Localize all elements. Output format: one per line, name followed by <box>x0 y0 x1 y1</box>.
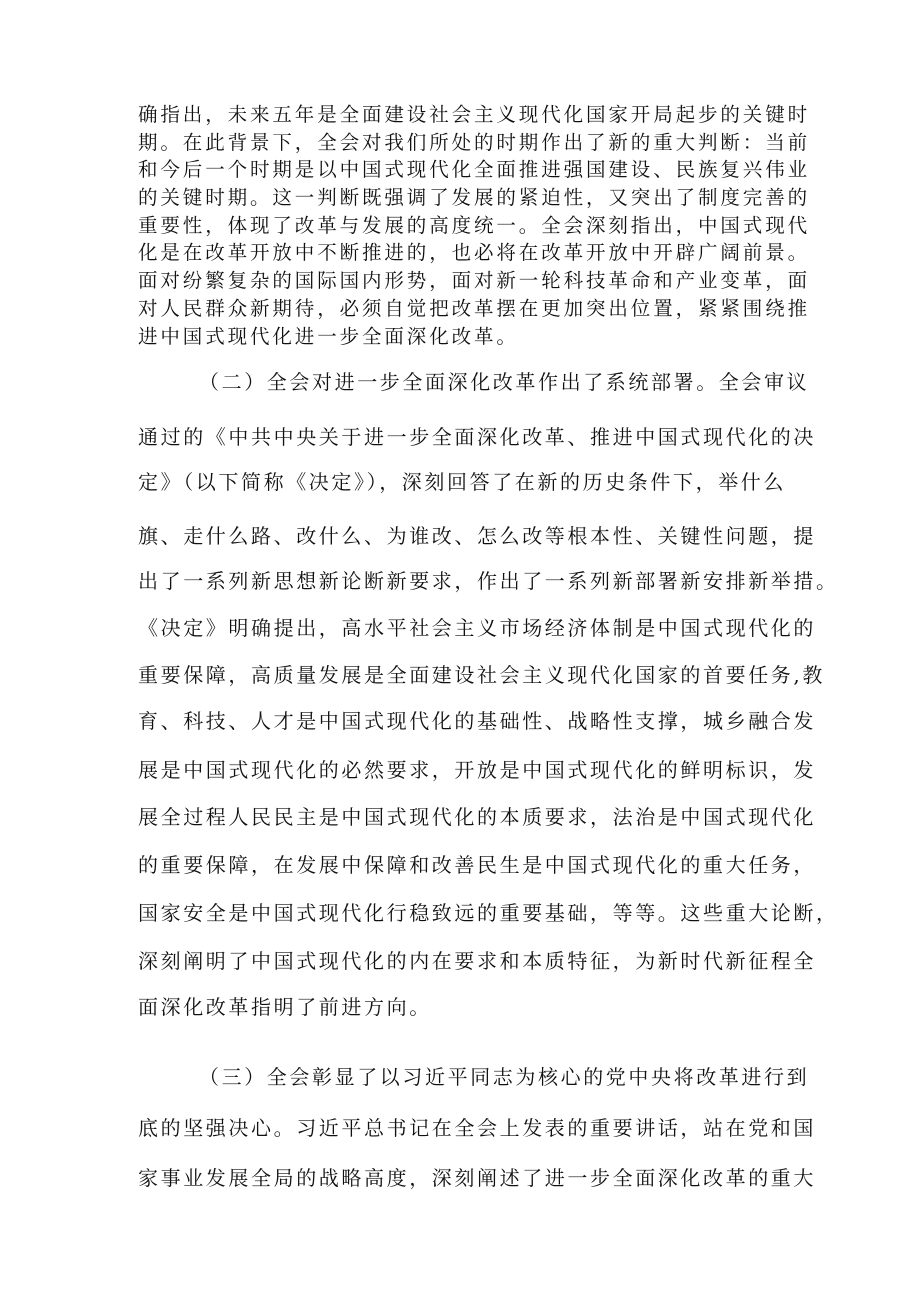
paragraph-line: 底的坚强决心。习近平总书记在全会上发表的重要讲话，站在党和国 <box>138 1116 816 1140</box>
paragraph-line: 重要性，体现了改革与发展的高度统一。全会深刻指出，中国式现代 <box>138 214 811 237</box>
paragraph-line: （三）全会彰显了以习近平同志为核心的党中央将改革进行到 <box>199 1065 810 1089</box>
paragraph-line: 通过的《中共中央关于进一步全面深化改革、推进中国式现代化的决 <box>138 425 816 449</box>
paragraph-line: 面对纷繁复杂的国际国内形势，面对新一轮科技革命和产业变革，面 <box>138 269 811 292</box>
paragraph-line: 重要保障，高质量发展是全面建设社会主义现代化国家的首要任务,教 <box>138 663 825 687</box>
paragraph-line: （二）全会对进一步全面深化改革作出了系统部署。全会审议 <box>199 370 810 394</box>
paragraph-line: 面深化改革指明了前进方向。 <box>138 995 432 1019</box>
paragraph-line: 和今后一个时期是以中国式现代化全面推进强国建设、民族复兴伟业 <box>138 158 811 181</box>
paragraph-line: 深刻阐明了中国式现代化的内在要求和本质特征，为新时代新征程全 <box>138 949 816 973</box>
paragraph-line: 进中国式现代化进一步全面深化改革。 <box>138 325 519 348</box>
paragraph-line: 的关键时期。这一判断既强调了发展的紧迫性，又突出了制度完善的 <box>138 186 811 209</box>
paragraph-line: 旗、走什么路、改什么、为谁改、怎么改等根本性、关键性问题，提 <box>138 524 816 548</box>
paragraph-line: 《决定》明确提出，高水平社会主义市场经济体制是中国式现代化的 <box>138 616 816 640</box>
paragraph-line: 出了一系列新思想新论断新要求，作出了一系列新部署新安排新举措。 <box>138 569 839 593</box>
paragraph-line: 定》（以下简称《决定》），深刻回答了在新的历史条件下，举什么 <box>138 470 786 494</box>
paragraph-line: 展是中国式现代化的必然要求，开放是中国式现代化的鲜明标识，发 <box>138 758 816 782</box>
paragraph-line: 对人民群众新期待，必须自觉把改革摆在更加突出位置，紧紧围绕推 <box>138 297 811 320</box>
paragraph-line: 展全过程人民民主是中国式现代化的本质要求，法治是中国式现代化 <box>138 805 816 829</box>
paragraph-line: 的重要保障，在发展中保障和改善民生是中国式现代化的重大任务， <box>138 853 816 877</box>
paragraph-line: 期。在此背景下，全会对我们所处的时期作出了新的重大判断：当前 <box>138 131 811 154</box>
paragraph-line: 化是在改革开放中不断推进的，也必将在改革开放中开辟广阔前景。 <box>138 241 811 264</box>
paragraph-line: 国家安全是中国式现代化行稳致远的重要基础，等等。这些重大论断， <box>138 901 839 925</box>
paragraph-line: 育、科技、人才是中国式现代化的基础性、战略性支撑，城乡融合发 <box>138 709 816 733</box>
paragraph-line: 家事业发展全局的战略高度，深刻阐述了进一步全面深化改革的重大 <box>138 1166 816 1190</box>
paragraph-line: 确指出，未来五年是全面建设社会主义现代化国家开局起步的关键时 <box>138 103 811 126</box>
